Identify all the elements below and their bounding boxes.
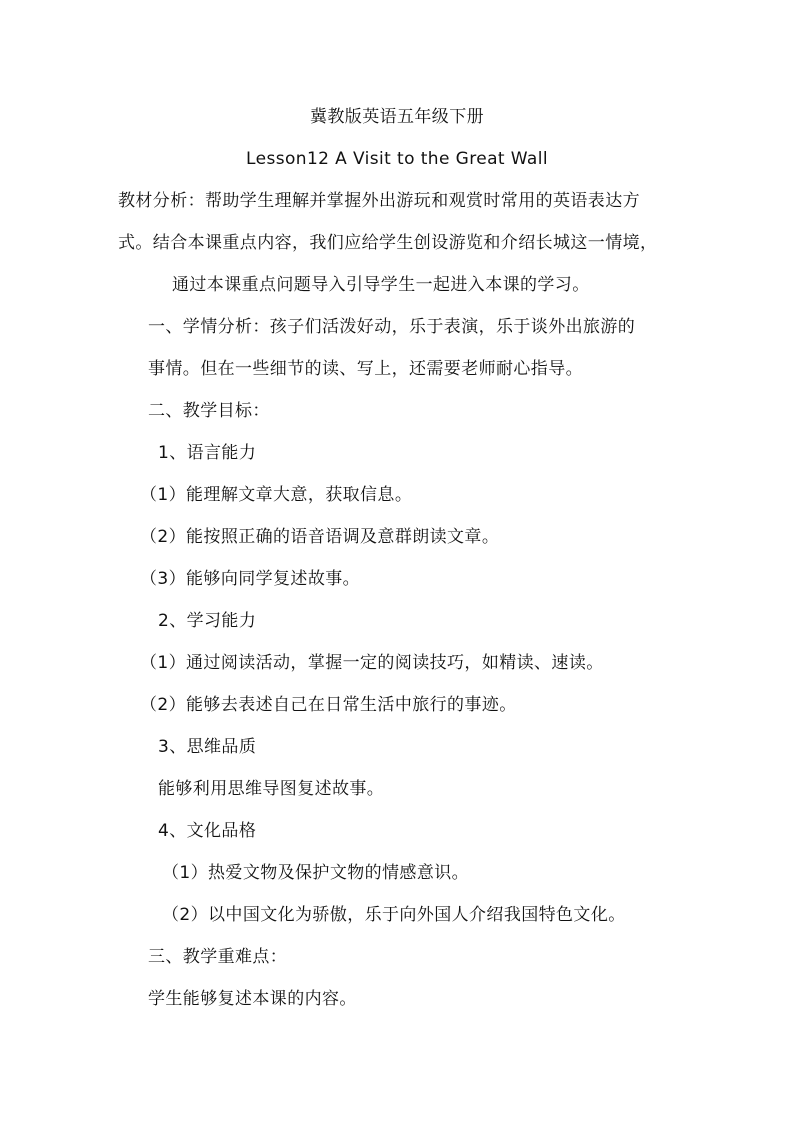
language-ability-item-2: （2）能按照正确的语音语调及意群朗读文章。 bbox=[140, 527, 500, 547]
thinking-quality-heading: 3、思维品质 bbox=[158, 737, 257, 757]
material-analysis-line-3: 通过本课重点问题导入引导学生一起进入本课的学习。 bbox=[172, 275, 590, 295]
material-analysis-line-2: 式。结合本课重点内容，我们应给学生创设游览和介绍长城这一情境， bbox=[118, 233, 658, 253]
cultural-character-item-2: （2）以中国文化为骄傲，乐于向外国人介绍我国特色文化。 bbox=[162, 905, 626, 925]
learning-ability-item-1: （1）通过阅读活动，掌握一定的阅读技巧，如精读、速读。 bbox=[140, 653, 604, 673]
cultural-character-heading: 4、文化品格 bbox=[158, 821, 257, 841]
cultural-character-item-1: （1）热爱文物及保护文物的情感意识。 bbox=[162, 863, 470, 883]
key-points-text: 学生能够复述本课的内容。 bbox=[148, 989, 357, 1009]
thinking-quality-text: 能够利用思维导图复述故事。 bbox=[158, 779, 385, 799]
learning-ability-item-2: （2）能够去表述自己在日常生活中旅行的事迹。 bbox=[140, 695, 517, 715]
document-title-english: Lesson12 A Visit to the Great Wall bbox=[246, 149, 548, 169]
learner-analysis-line-2: 事情。但在一些细节的读、写上，还需要老师耐心指导。 bbox=[148, 359, 583, 379]
key-points-heading: 三、教学重难点： bbox=[148, 947, 288, 967]
learning-ability-heading: 2、学习能力 bbox=[158, 611, 257, 631]
learner-analysis-line-1: 一、学情分析：孩子们活泼好动，乐于表演，乐于谈外出旅游的 bbox=[148, 317, 636, 337]
language-ability-item-3: （3）能够向同学复述故事。 bbox=[140, 569, 361, 589]
language-ability-heading: 1、语言能力 bbox=[158, 443, 257, 463]
document-title-chinese: 冀教版英语五年级下册 bbox=[310, 107, 484, 127]
objectives-heading: 二、教学目标： bbox=[148, 401, 270, 421]
language-ability-item-1: （1）能理解文章大意，获取信息。 bbox=[140, 485, 413, 505]
material-analysis-line-1: 教材分析：帮助学生理解并掌握外出游玩和观赏时常用的英语表达方 bbox=[118, 191, 640, 211]
